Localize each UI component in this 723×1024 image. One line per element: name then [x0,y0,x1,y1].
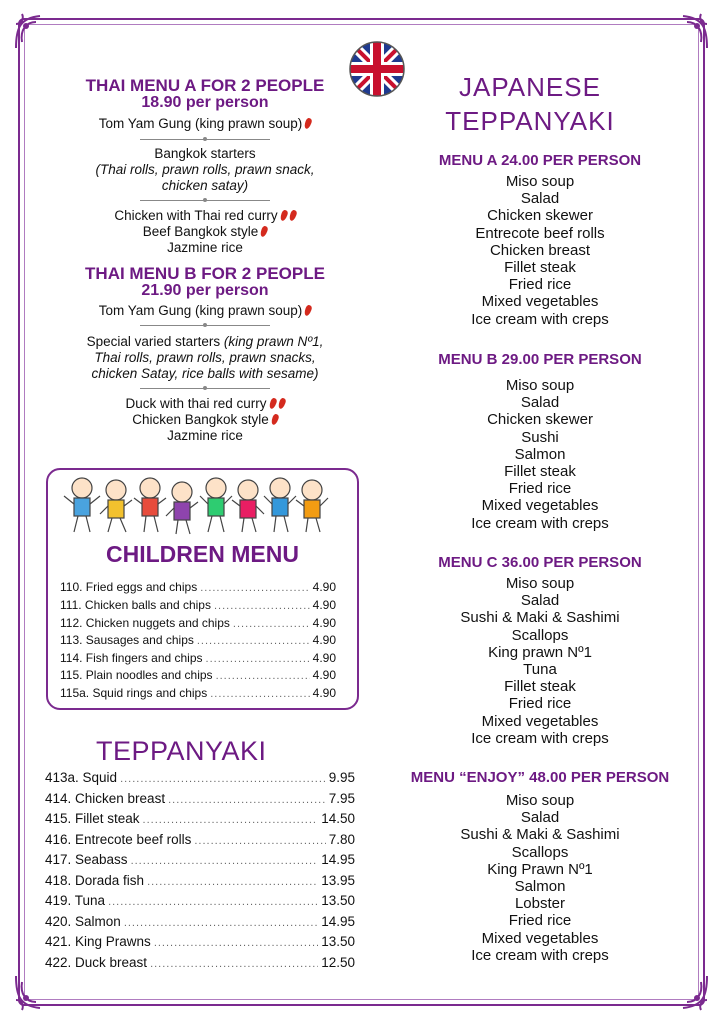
thai-a-starters-desc: (Thai rolls, prawn rolls, prawn snack, [95,162,315,177]
chili-pepper-icon [304,304,313,316]
thai-a-main: Jazmine rice [167,240,243,255]
list-item: Lobster [514,895,566,913]
thai-menu-b-price: 21.90 per person [141,282,269,299]
list-item: Fried rice [508,480,572,498]
list-item: 110. Fried eggs and chips ..... 4.90 [60,580,336,594]
list-item: Miso soup [505,173,575,190]
thai-a-starters-desc: chicken satay) [161,178,249,193]
divider [140,200,270,201]
list-item: Scallops [511,843,569,861]
corner-ornament-icon [671,972,711,1012]
chili-pepper-icon [279,209,288,221]
chili-pepper-icon [288,209,297,221]
list-item: Miso soup [505,575,575,592]
chili-pepper-icon [270,413,279,425]
thai-a-starters-title: Bangkok starters [154,146,256,161]
menu-b-items [385,377,695,532]
thai-b-main: Jazmine rice [167,428,243,443]
list-item: Ice cream with creps [471,514,609,532]
thai-b-starters: Special varied starters (king prawn Nº1, [86,334,324,349]
list-item: 115. Plain noodles and chips ..... 4.90 [60,668,336,682]
list-item: Salad [520,394,560,412]
list-item: Sushi & Maki & Sashimi [460,826,620,844]
thai-b-starters-desc: Thai rolls, prawn rolls, prawn snacks, [94,350,316,365]
thai-b-starters-desc: chicken Satay, rice balls with sesame) [91,366,319,381]
list-item: Ice cream with creps [471,946,609,964]
list-item: Entrecote beef rolls [475,224,605,242]
list-item: Fillet steak [504,259,576,277]
divider [140,139,270,140]
thai-a-soup: Tom Yam Gung (king prawn soup) [40,116,370,132]
list-item: 422. Duck breast ..... 12.50 [45,955,355,970]
thai-b-main: Duck with thai red curry [40,396,370,412]
children-illustration-icon [60,474,342,536]
menu-a-items [385,173,695,328]
list-item: Sushi & Maki & Sashimi [460,609,620,627]
list-item: Fried rice [508,276,572,294]
menu-c-title: MENU C 36.00 PER PERSON [438,554,642,571]
list-item: Sushi [521,428,559,446]
list-item: Salad [520,809,560,827]
list-item: Fillet steak [504,678,576,696]
chili-pepper-icon [268,397,277,409]
japanese-title-line1: JAPANESE [459,72,601,102]
children-menu-title: CHILDREN MENU [106,541,299,567]
list-item: Ice cream with creps [471,310,609,328]
menu-b-title: MENU B 29.00 PER PERSON [438,351,642,368]
divider [140,325,270,326]
list-item: Tuna [523,661,557,679]
japanese-title-line2: TEPPANYAKI [445,106,615,136]
list-item: Salad [520,592,560,610]
thai-a-main: Beef Bangkok style [40,224,370,240]
thai-menu-a-price: 18.90 per person [141,94,269,111]
list-item: Salmon [514,878,566,896]
list-item: Fried rice [508,912,572,930]
list-item: Fried rice [508,695,572,713]
list-item: King prawn Nº1 [488,643,592,661]
chili-pepper-icon [260,225,269,237]
list-item: 112. Chicken nuggets and chips ..... 4.90 [60,616,336,630]
list-item: Salad [520,190,560,208]
list-item: Ice cream with creps [471,729,609,747]
thai-menu-a-title: THAI MENU A FOR 2 PEOPLE [85,76,325,95]
list-item: 115a. Squid rings and chips ..... 4.90 [60,686,336,700]
list-item: Fillet steak [504,463,576,481]
teppanyaki-title: TEPPANYAKI [96,736,267,766]
list-item: Mixed vegetables [481,293,599,311]
list-item: 421. King Prawns ..... 13.50 [45,934,355,949]
list-item: 114. Fish fingers and chips ..... 4.90 [60,651,336,665]
menu-enjoy-items [385,792,695,964]
thai-a-main: Chicken with Thai red curry [40,208,370,224]
list-item: 418. Dorada fish ..... 13.95 [45,873,355,888]
list-item: 419. Tuna ..... 13.50 [45,893,355,908]
list-item: Chicken skewer [487,411,593,429]
thai-menu-b-title: THAI MENU B FOR 2 PEOPLE [85,264,325,283]
list-item: Chicken breast [489,241,591,259]
list-item: 113. Sausages and chips ..... 4.90 [60,633,336,647]
list-item: 414. Chicken breast ..... 7.95 [45,791,355,806]
thai-b-main: Chicken Bangkok style [40,412,370,428]
corner-ornament-icon [12,12,52,52]
list-item: 111. Chicken balls and chips ..... 4.90 [60,598,336,612]
menu-a-title: MENU A 24.00 PER PERSON [438,152,642,169]
list-item: 417. Seabass ..... 14.95 [45,852,355,867]
list-item: Miso soup [505,792,575,809]
list-item: King Prawn Nº1 [487,860,593,878]
thai-b-soup: Tom Yam Gung (king prawn soup) [40,303,370,319]
corner-ornament-icon [12,972,52,1012]
list-item: Mixed vegetables [481,712,599,730]
list-item: Mixed vegetables [481,929,599,947]
divider [140,388,270,389]
list-item: Mixed vegetables [481,497,599,515]
menu-c-items [385,575,695,747]
chili-pepper-icon [277,397,286,409]
corner-ornament-icon [671,12,711,52]
list-item: 416. Entrecote beef rolls ..... 7.80 [45,832,355,847]
list-item: Chicken skewer [487,207,593,225]
list-item: Miso soup [505,377,575,394]
list-item: 415. Fillet steak ..... 14.50 [45,811,355,826]
list-item: Scallops [511,626,569,644]
menu-enjoy-title: MENU “ENJOY” 48.00 PER PERSON [410,769,670,786]
chili-pepper-icon [304,117,313,129]
list-item: 413a. Squid ..... 9.95 [45,770,355,785]
list-item: 420. Salmon ..... 14.95 [45,914,355,929]
list-item: Salmon [514,445,566,463]
